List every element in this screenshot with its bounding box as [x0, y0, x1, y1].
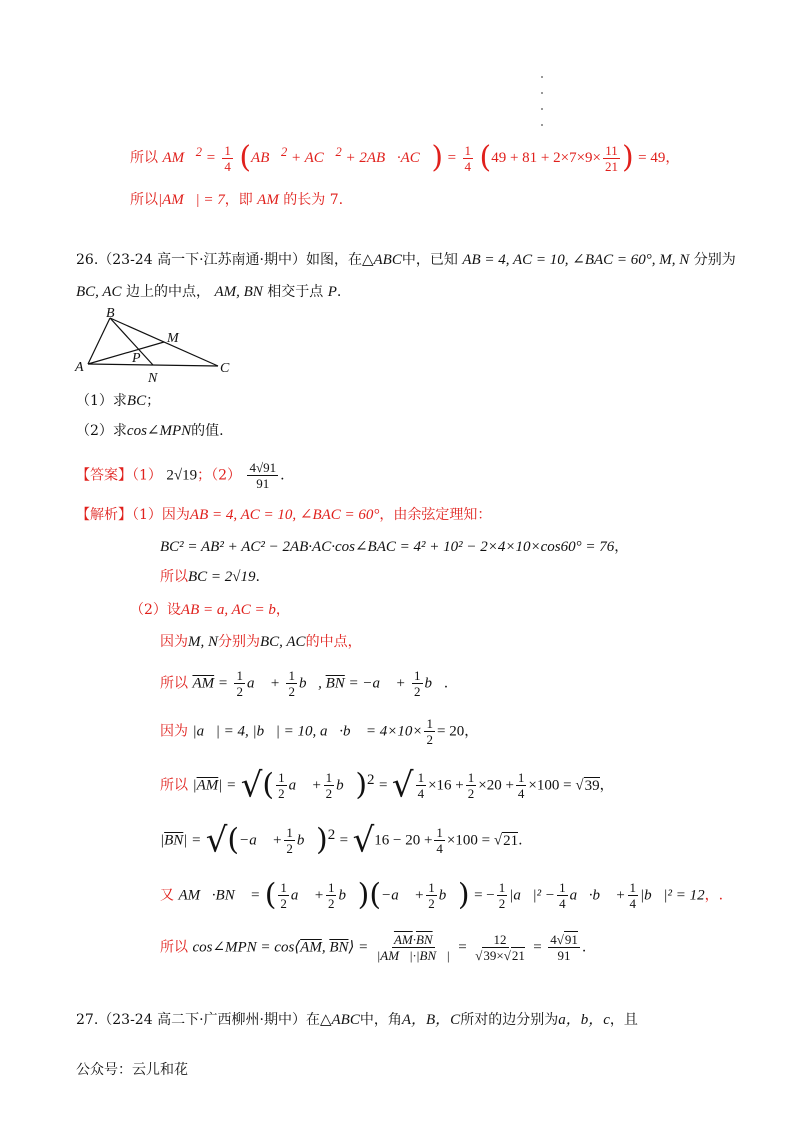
label-p: P [132, 351, 141, 366]
text: 因为 [160, 634, 188, 650]
text: 所以 [130, 150, 158, 166]
segments: AM, BN [214, 284, 263, 300]
analysis-b6: $|\overline{BN}|$ = √(−a⃗ + $\frac{1}{2}$ b⃗)$^2$ = √16 − 20 + $\frac{1}{4}$ ×100 = √21. [160, 820, 523, 861]
triangle-figure [70, 305, 240, 387]
text: （1） [132, 467, 162, 484]
punct: ； [146, 393, 161, 409]
punct: . [280, 467, 285, 484]
text: 中，角 [359, 1012, 402, 1028]
answer-tag: 【答案】 [76, 467, 132, 484]
formula: BC = 2√19 [188, 569, 256, 585]
punct: . [336, 284, 342, 300]
angles: A，B，C [401, 1012, 461, 1028]
analysis-b3: 所以 $\overline{AM}$ = $\frac{1}{2}$ a⃗ + $\frac{1}{2}$ b⃗, $\overline{BN}$ = −a⃗ + $\frac{1}{2}$ b⃗. [160, 668, 449, 699]
formula-am-squared: AM⃗$^2$ = [162, 145, 216, 166]
formula: cos∠MPN [126, 423, 192, 439]
text: （1）因为 [132, 507, 190, 523]
formula: AB = a, AC = b [180, 602, 276, 618]
fraction: $\frac{1}{4}$ [224, 142, 231, 174]
text: 所以 [160, 675, 188, 692]
text: 中，已知 [401, 252, 458, 268]
q27-line-1 [76, 1010, 638, 1030]
prev-line-1: 所以 AM⃗$^2$ = $\frac{1}{4}$ (AB⃗$^2$ + AC⃗$^2$ + 2AB⃗·AC⃗) = $\frac{1}{4}$ (49 + 81 + 2×7×9× $\frac{11}{21}$ ) = 49， [130, 140, 680, 175]
text: 所以 [130, 192, 158, 208]
median-am [88, 342, 164, 364]
q26-line-1 [76, 250, 736, 270]
text: 所以 [160, 569, 188, 585]
q26-sub-1 [76, 391, 160, 411]
punct: ； [197, 467, 212, 484]
punct: ， [614, 539, 629, 555]
text: 因为 [160, 723, 188, 740]
text: 27.（23-24 高二下·广西柳州·期中）在 [76, 1012, 320, 1028]
text: 又 [160, 887, 174, 904]
punct: ， [665, 150, 680, 166]
text: 的长为 7. [283, 192, 344, 208]
text: ，即 [224, 192, 253, 208]
prev-line-2 [130, 190, 343, 210]
text: （2） [211, 467, 242, 484]
label-m: M [167, 331, 179, 346]
text: 边上的中点， [126, 284, 211, 300]
text: 所对的边分别为 [460, 1012, 559, 1028]
label-b: B [106, 306, 115, 321]
label-c: C [220, 361, 230, 376]
formula: BC [126, 393, 147, 409]
triangle-abc: △ABC [319, 1012, 360, 1028]
text: （2）求 [76, 423, 127, 439]
label-a: A [75, 360, 84, 375]
text: （2）设 [130, 602, 181, 618]
answer-line [76, 460, 285, 491]
numerator: 4√91 [249, 460, 277, 475]
margin-mark [541, 108, 543, 110]
punct: ， [464, 723, 479, 740]
analysis-line-1 [76, 505, 491, 525]
denominator: 91 [256, 476, 270, 491]
punct: . [443, 675, 449, 692]
analysis-b8: 所以 cos∠MPN = $\cos⟨\overline{AM}$, $\overline{BN}⟩$ = $\frac{\overline{AM}\cdot\overline{BN}}{|AM⃗|\cdot|BN⃗|}$ = $\frac{12}{√39\times√21}$ = $\frac{4√91}{91}$ . [160, 932, 587, 963]
punct: ， [275, 602, 290, 618]
text: （1）求 [76, 393, 127, 409]
formula: M, N [188, 634, 218, 650]
sides: a，b，c [558, 1012, 610, 1028]
punct: . [581, 939, 587, 956]
text: 的值. [191, 423, 224, 439]
sides: BC, AC [76, 284, 122, 300]
text: 相交于点 [267, 284, 324, 300]
analysis-b2 [160, 632, 362, 652]
answer-value-1: 2√19 [166, 467, 198, 484]
text: 26.（23-24 高一下·江苏南通·期中）如图，在 [76, 252, 362, 268]
footer-text: 公众号：云儿和花 [76, 1062, 188, 1078]
punct: . [518, 832, 523, 849]
given-conditions: AB = 4, AC = 10, ∠BAC = 60°, M, N [462, 252, 690, 268]
punct: . [255, 569, 260, 585]
analysis-b7: 又 AM⃗·BN⃗ = ( $\frac{1}{2}$ a⃗ + $\frac{1}{2}$ b⃗)(−a⃗ + $\frac{1}{2}$ b⃗) = − $\frac{1}{2}$ |a⃗|² − $\frac{1}{4}$ a⃗·b⃗ + $\frac{1}{4}$ |b⃗|² = 12，. [160, 877, 724, 913]
q26-line-2 [76, 282, 341, 302]
text: 所以 [160, 939, 188, 956]
text: 分别为 [218, 634, 260, 650]
punct: ，. [704, 887, 724, 904]
formula-cosine-law: BC² = AB² + AC² − 2AB·AC·cos∠BAC = 4² + 10² − 2×4×10×cos60° = 76 [160, 539, 615, 555]
analysis-b1 [130, 600, 290, 620]
formula-abs-am: |AM⃗| = 7 [158, 192, 225, 208]
text: 所以 [160, 777, 188, 794]
formula: AB = 4, AC = 10, ∠BAC = 60° [189, 507, 380, 523]
side-ab [88, 318, 110, 364]
label-n: N [148, 371, 158, 386]
var-am: AM [257, 192, 279, 208]
margin-mark [541, 92, 543, 94]
triangle-abc: △ABC [361, 252, 402, 268]
formula: BC, AC [260, 634, 306, 650]
analysis-tag: 【解析】 [76, 507, 132, 523]
text: ，由余弦定理知： [379, 507, 492, 523]
punct: ， [599, 777, 614, 794]
point-p: P [327, 284, 337, 300]
text: ，且 [609, 1012, 638, 1028]
analysis-b4: 因为 |a⃗| = 4, |b⃗| = 10, a⃗·b⃗ = 4×10× $\frac{1}{2}$ = 20， [160, 716, 479, 747]
answer-value-2 [247, 460, 278, 491]
analysis-b5: 所以 $|\overline{AM}|$ = √( $\frac{1}{2}$ a⃗ + $\frac{1}{2}$ b⃗)$^2$ = √ $\frac{1}{4}$ ×16 + $\frac{1}{2}$ ×20 + $\frac{1}{4}$ ×100 = √39， [160, 765, 614, 806]
margin-mark [541, 76, 543, 78]
analysis-line-2 [160, 537, 628, 557]
margin-mark [541, 124, 543, 126]
text: 的中点， [305, 634, 362, 650]
text: 分别为 [693, 252, 736, 268]
q26-sub-2 [76, 421, 224, 441]
analysis-line-3 [160, 567, 260, 587]
